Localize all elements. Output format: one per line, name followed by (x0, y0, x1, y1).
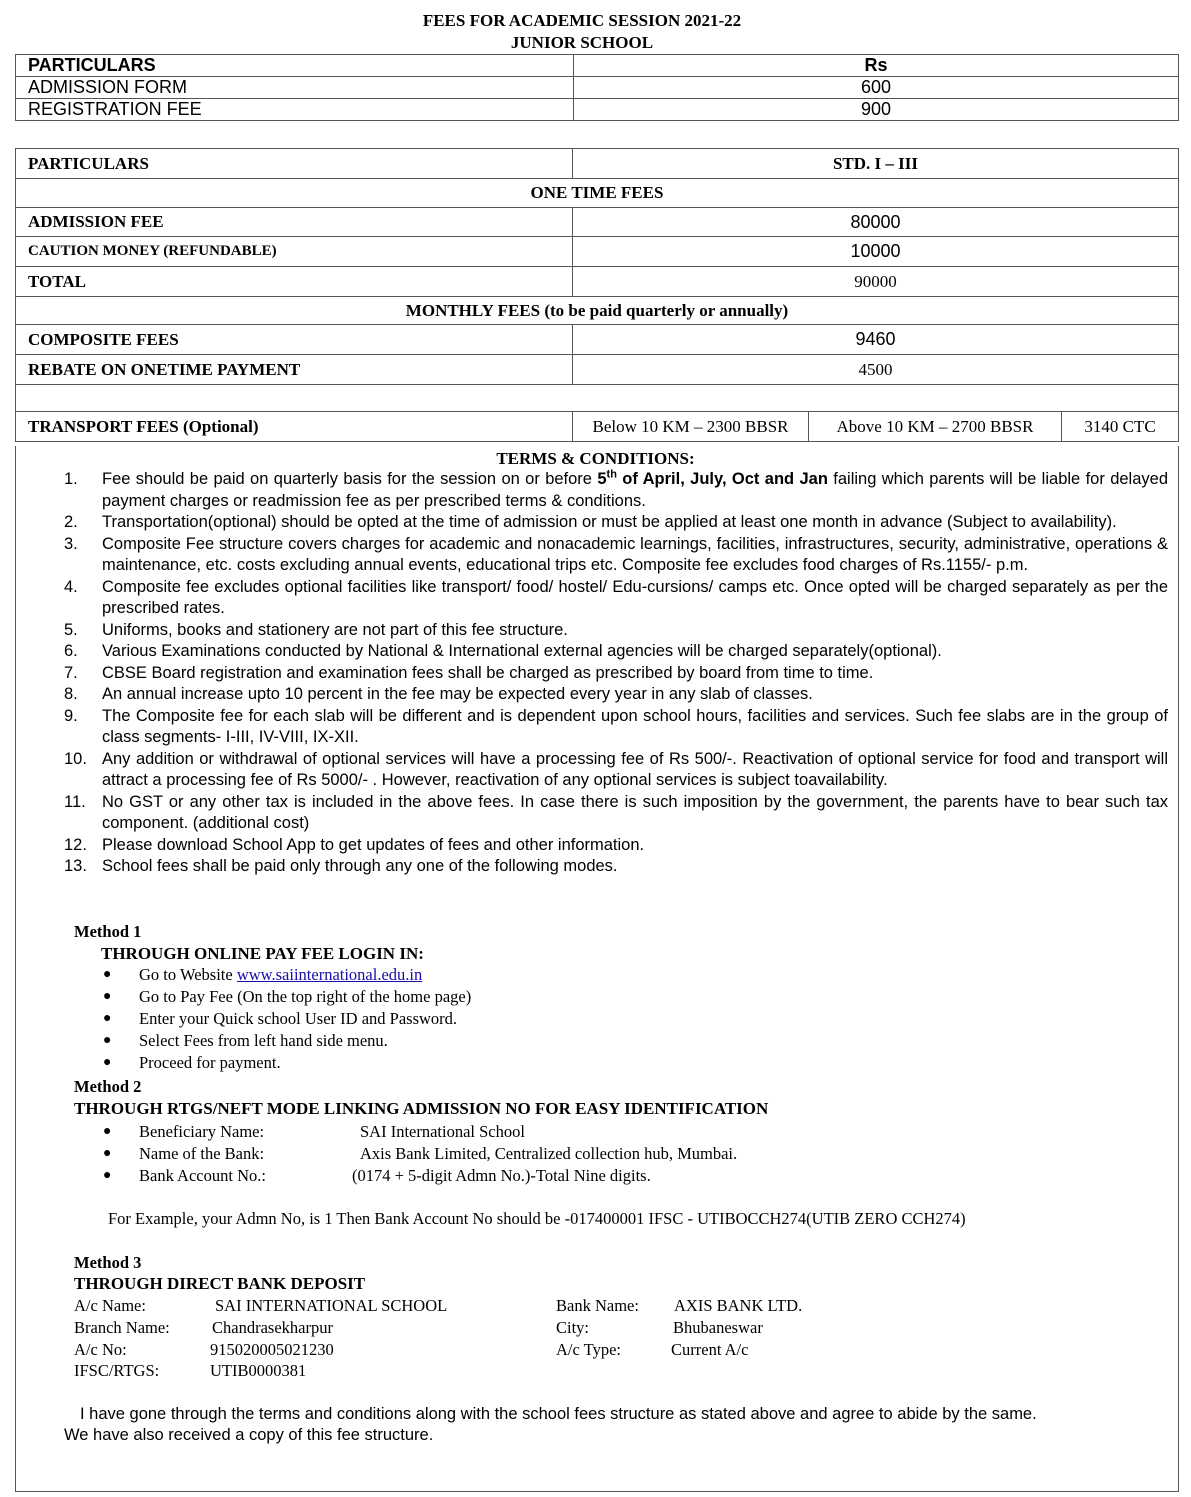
registration-fee-table (15, 54, 1179, 121)
total-value: 90000 (573, 267, 1179, 297)
ifsc-label: IFSC/RTGS: (74, 1361, 160, 1380)
list-item (60, 641, 1168, 663)
list-item (60, 792, 1168, 835)
bank-label: Name of the Bank: (139, 1144, 265, 1163)
item-sup: th (606, 468, 617, 481)
section-heading-row (16, 297, 1179, 325)
composite-fees-value: 9460 (573, 325, 1179, 355)
caution-money-label: CAUTION MONEY (REFUNDABLE) (16, 237, 573, 267)
list-item (60, 706, 1168, 749)
transport-ctc: 3140 CTC (1062, 412, 1179, 442)
list-item (60, 835, 1168, 857)
step-text: Enter your Quick school User ID and Password. (139, 1009, 458, 1028)
item-text: Transportation(optional) should be opted at the time of admission or must be applied at least one month in advance (Subject to availability). (102, 513, 1117, 531)
item-number: 13. (64, 857, 87, 875)
item-text: Any addition or withdrawal of optional services will have a processing fee of Rs 500/-. Reactivation of optional service for food and transport will attract a processing fee of Rs 5000/- . However, reactivation of any optional services is subject toavailability. (102, 749, 1168, 789)
item-text: failing which parents will be liable for delayed payment charges or readmission fee as per prescribed terms & conditions. (102, 470, 1168, 510)
beneficiary-label: Beneficiary Name: (139, 1122, 265, 1141)
item-number: 10. (64, 749, 87, 768)
bank-name-value: AXIS BANK LTD. (674, 1296, 803, 1315)
ac-no-value: 915020005021230 (210, 1340, 334, 1359)
item-number: 3. (64, 534, 78, 553)
beneficiary-value: SAI International School (360, 1122, 525, 1141)
website-link[interactable]: www.saiinternational.edu.in (236, 965, 423, 984)
column-header-particulars: PARTICULARS (16, 149, 573, 179)
method3-heading: THROUGH DIRECT BANK DEPOSIT (74, 1274, 366, 1293)
bank-name-label: Bank Name: (556, 1296, 639, 1315)
branch-value: Chandrasekharpur (212, 1318, 333, 1337)
section-heading-row (16, 179, 1179, 208)
admission-fee-label: ADMISSION FEE (16, 208, 573, 237)
list-item (60, 577, 1168, 620)
method2-title: Method 2 (74, 1077, 142, 1096)
table-row (16, 267, 1179, 297)
bullet-icon: ● (103, 989, 112, 1004)
declaration-line-1: I have gone through the terms and conditions along with the school fees structure as stated above and agree to abide by the same. (80, 1405, 1037, 1423)
bank-value: Axis Bank Limited, Centralized collection hub, Mumbai. (360, 1144, 738, 1163)
terms-list (60, 469, 1168, 878)
bullet-icon: ● (103, 1055, 112, 1070)
fee-structure-table (15, 148, 1179, 442)
bullet-icon: ● (103, 1168, 112, 1183)
table-row (16, 355, 1179, 385)
list-item (101, 1008, 471, 1030)
item-text: Composite Fee structure covers charges for academic and nonacademic learnings, facilities, infrastructures, security, administrative, operations & maintenance, etc. costs excluding annual events, educational trips etc. Composite fee excludes food charges of Rs.1155/- p.m. (102, 534, 1168, 574)
bullet-icon: ● (103, 1146, 112, 1161)
item-text: Please download School App to get updates of fees and other information. (102, 835, 645, 854)
item-text: An annual increase upto 10 percent in the fee may be expected every year in any slab of classes. (102, 685, 813, 703)
item-number: 4. (64, 577, 78, 596)
list-item (60, 856, 1168, 878)
caution-money-value: 10000 (573, 237, 1179, 267)
item-text: School fees shall be paid only through any one of the following modes. (102, 857, 618, 875)
item-bold: of April, July, Oct and Jan (616, 470, 828, 488)
list-item (101, 1165, 1001, 1187)
item-number: 2. (64, 513, 78, 531)
ifsc-value: UTIB0000381 (210, 1361, 307, 1380)
method3-title: Method 3 (74, 1253, 142, 1272)
table-row (16, 237, 1179, 267)
declaration-line-2: We have also received a copy of this fee structure. (64, 1426, 434, 1444)
bullet-icon: ● (103, 967, 112, 982)
terms-title: TERMS & CONDITIONS: (496, 449, 695, 468)
account-value: (0174 + 5-digit Admn No.)-Total Nine digits. (352, 1166, 651, 1185)
item-number: 8. (64, 685, 78, 703)
item-text: The Composite fee for each slab will be different and is dependent upon school hours, facilities and services. Such fee slabs are in the group of class segments- I-III, IV-VIII, IX-XII. (102, 706, 1168, 746)
item-text: No GST or any other tax is included in the above fees. In case there is such imposition by the government, the parents have to bear such tax component. (additional cost) (102, 792, 1168, 832)
document-title: FEES FOR ACADEMIC SESSION 2021-22 (422, 11, 742, 30)
account-example: For Example, your Admn No, is 1 Then Bank Account No should be -017400001 IFSC - UTIBOCCH274(UTIB ZERO CCH274) (108, 1209, 966, 1228)
table-row (16, 77, 1179, 99)
method1-steps (101, 964, 471, 1074)
item-number: 7. (64, 663, 78, 682)
ac-name-label: A/c Name: (74, 1296, 146, 1315)
table-row (16, 325, 1179, 355)
method2-details (101, 1121, 1001, 1187)
row-label: REGISTRATION FEE (16, 99, 574, 121)
ac-type-label: A/c Type: (556, 1340, 621, 1359)
transport-fees-label: TRANSPORT FEES (Optional) (16, 412, 573, 442)
item-text: Uniforms, books and stationery are not part of this fee structure. (102, 620, 568, 639)
list-item (60, 663, 1168, 685)
item-number: 9. (64, 706, 78, 725)
row-value: 600 (574, 77, 1179, 99)
item-bold: 5 (597, 470, 607, 488)
item-number: 5. (64, 620, 78, 639)
method1-heading: THROUGH ONLINE PAY FEE LOGIN IN: (101, 944, 424, 963)
ac-name-value: SAI INTERNATIONAL SCHOOL (215, 1296, 448, 1315)
rebate-label: REBATE ON ONETIME PAYMENT (16, 355, 573, 385)
list-item (101, 964, 471, 986)
bullet-icon: ● (103, 1124, 112, 1139)
list-item (60, 469, 1168, 512)
item-number: 11. (64, 792, 86, 811)
list-item (101, 1052, 471, 1074)
list-item (101, 1143, 1001, 1165)
row-label: ADMISSION FORM (16, 77, 574, 99)
list-item (101, 1030, 471, 1052)
admission-fee-value: 80000 (573, 208, 1179, 237)
column-header-rs: Rs (574, 55, 1179, 77)
step-text: Proceed for payment. (139, 1053, 281, 1072)
empty-cell (16, 385, 1179, 412)
column-header-particulars: PARTICULARS (16, 55, 574, 77)
item-number: 1. (64, 470, 78, 488)
item-text: Composite fee excludes optional facilities like transport/ food/ hostel/ Edu-cursions/ camps etc. Once opted will be charged separately as per the prescribed rates. (102, 577, 1168, 617)
composite-fees-label: COMPOSITE FEES (16, 325, 573, 355)
step-text: Go to Pay Fee (On the top right of the home page) (139, 987, 472, 1006)
item-text: Various Examinations conducted by National & International external agencies will be charged separately(optional). (102, 642, 942, 660)
transport-below-10km: Below 10 KM – 2300 BBSR (573, 412, 809, 442)
table-row (16, 208, 1179, 237)
monthly-fees-heading: MONTHLY FEES (to be paid quarterly or annually) (16, 297, 1179, 325)
list-item (101, 1121, 1001, 1143)
method2-heading: THROUGH RTGS/NEFT MODE LINKING ADMISSION NO FOR EASY IDENTIFICATION (74, 1099, 769, 1118)
account-label: Bank Account No.: (139, 1166, 266, 1185)
ac-no-label: A/c No: (74, 1340, 127, 1359)
document-subtitle: JUNIOR SCHOOL (510, 33, 654, 52)
rebate-value: 4500 (573, 355, 1179, 385)
city-label: City: (556, 1318, 590, 1337)
step-text: Go to Website (139, 965, 237, 984)
table-header-row (16, 149, 1179, 179)
list-item (60, 512, 1168, 534)
branch-label: Branch Name: (74, 1318, 170, 1337)
list-item (60, 749, 1168, 792)
step-text: Select Fees from left hand side menu. (139, 1031, 388, 1050)
item-number: 6. (64, 642, 78, 660)
table-row (16, 99, 1179, 121)
transport-above-10km: Above 10 KM – 2700 BBSR (809, 412, 1062, 442)
one-time-fees-heading: ONE TIME FEES (16, 179, 1179, 208)
table-header-row (16, 55, 1179, 77)
item-number: 12. (64, 835, 87, 854)
item-text: CBSE Board registration and examination fees shall be charged as prescribed by board from time to time. (102, 663, 874, 682)
total-label: TOTAL (16, 267, 573, 297)
column-header-std: STD. I – III (573, 149, 1179, 179)
list-item (101, 986, 471, 1008)
list-item (60, 534, 1168, 577)
transport-row (16, 412, 1179, 442)
bullet-icon: ● (103, 1033, 112, 1048)
spacer-row (16, 385, 1179, 412)
bullet-icon: ● (103, 1011, 112, 1026)
ac-type-value: Current A/c (671, 1340, 749, 1359)
method1-title: Method 1 (74, 922, 142, 941)
row-value: 900 (574, 99, 1179, 121)
item-text: Fee should be paid on quarterly basis for the session on or before (102, 470, 598, 488)
list-item (60, 684, 1168, 706)
city-value: Bhubaneswar (673, 1318, 763, 1337)
list-item (60, 620, 1168, 642)
